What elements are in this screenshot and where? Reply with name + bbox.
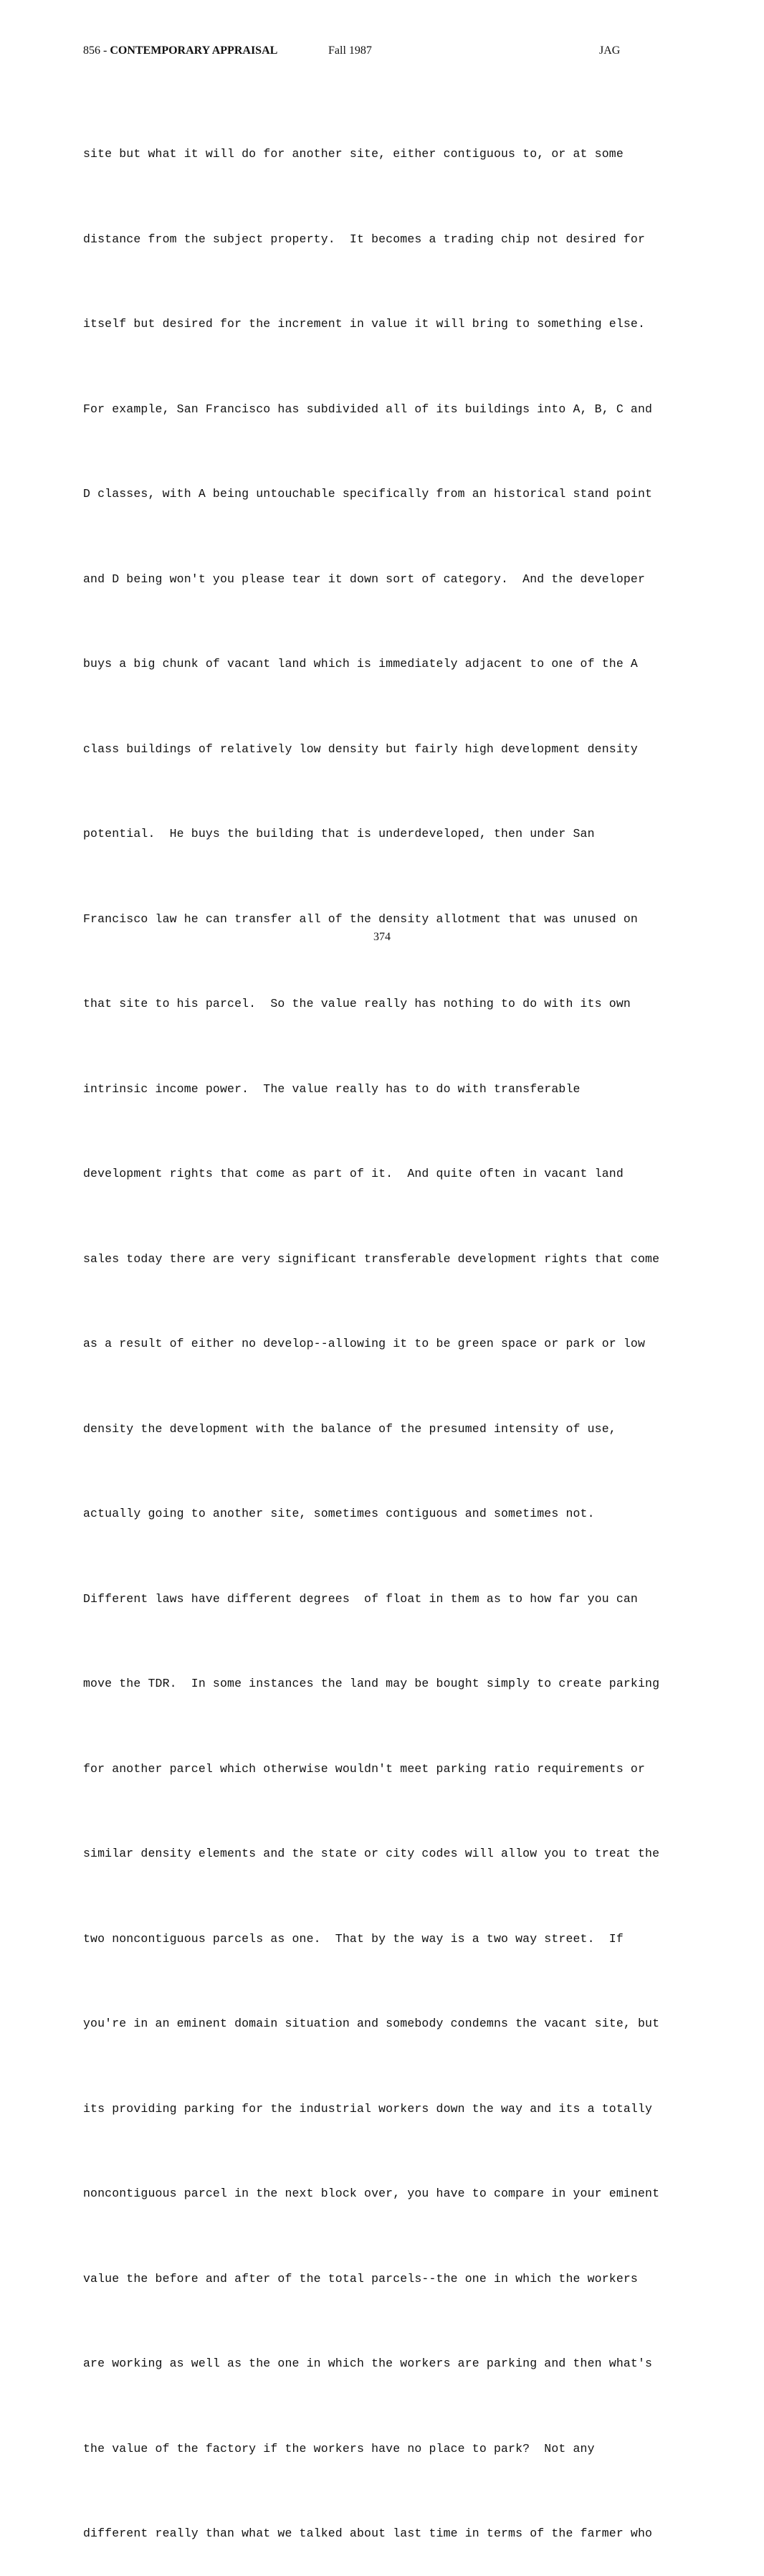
text-line: are working as well as the one in which the workers are parking and then what's: [83, 2357, 653, 2370]
page-number: 374: [373, 931, 391, 943]
text-line: development rights that come as part of it. And quite often in vacant land: [83, 1167, 624, 1180]
text-line: site but what it will do for another site, either contiguous to, or at some: [83, 147, 624, 161]
course-number: 856 -: [83, 44, 110, 57]
text-line: distance from the subject property. It becomes a trading chip not desired for: [83, 232, 646, 246]
term-label: Fall 1987: [328, 44, 372, 57]
text-line: actually going to another site, sometimes contiguous and sometimes not.: [83, 1507, 595, 1520]
text-line: different really than what we talked about last time in terms of the farmer who: [83, 2527, 653, 2540]
text-line: potential. He buys the building that is underdeveloped, then under San: [83, 827, 595, 840]
text-line: and D being won't you please tear it down sort of category. And the developer: [83, 572, 646, 586]
page-header: [0, 44, 764, 62]
text-line: class buildings of relatively low density but fairly high development density: [83, 742, 638, 756]
text-line: as a result of either no develop--allowing it to be green space or park or low: [83, 1337, 646, 1350]
transcript-body: [83, 83, 728, 2576]
text-line: itself but desired for the increment in value it will bring to something else.: [83, 317, 646, 331]
text-line: similar density elements and the state or city codes will allow you to treat the: [83, 1847, 660, 1860]
course-title: CONTEMPORARY APPRAISAL: [110, 44, 278, 57]
text-line: for another parcel which otherwise wouldn't meet parking ratio requirements or: [83, 1761, 646, 1776]
text-line: Francisco law he can transfer all of the density allotment that was unused on: [83, 911, 638, 926]
text-line: D classes, with A being untouchable specifically from an historical stand point: [83, 487, 653, 501]
text-line: buys a big chunk of vacant land which is immediately adjacent to one of the A: [83, 657, 638, 671]
text-line: value the before and after of the total parcels--the one in which the workers: [83, 2271, 638, 2286]
text-line: sales today there are very significant transferable development rights that come: [83, 1251, 660, 1266]
text-line: move the TDR. In some instances the land may be bought simply to create parking: [83, 1677, 660, 1690]
text-line: its providing parking for the industrial workers down the way and its a totally: [83, 2101, 653, 2116]
text-line: that site to his parcel. So the value really has nothing to do with its own: [83, 997, 631, 1010]
author-initials: JAG: [599, 44, 621, 57]
text-line: For example, San Francisco has subdivided all of its buildings into A, B, C and: [83, 402, 653, 416]
text-line: the value of the factory if the workers have no place to park? Not any: [83, 2441, 595, 2456]
text-line: intrinsic income power. The value really has to do with transferable: [83, 1081, 581, 1096]
text-line: two noncontiguous parcels as one. That by the way is a two way street. If: [83, 1931, 624, 1946]
text-line: you're in an eminent domain situation and somebody condemns the vacant site, but: [83, 2017, 660, 2030]
text-line: Different laws have different degrees of float in them as to how far you can: [83, 1591, 638, 1606]
text-line: noncontiguous parcel in the next block over, you have to compare in your eminent: [83, 2187, 660, 2200]
text-line: density the development with the balance of the presumed intensity of use,: [83, 1421, 616, 1436]
course-heading: [83, 44, 277, 57]
